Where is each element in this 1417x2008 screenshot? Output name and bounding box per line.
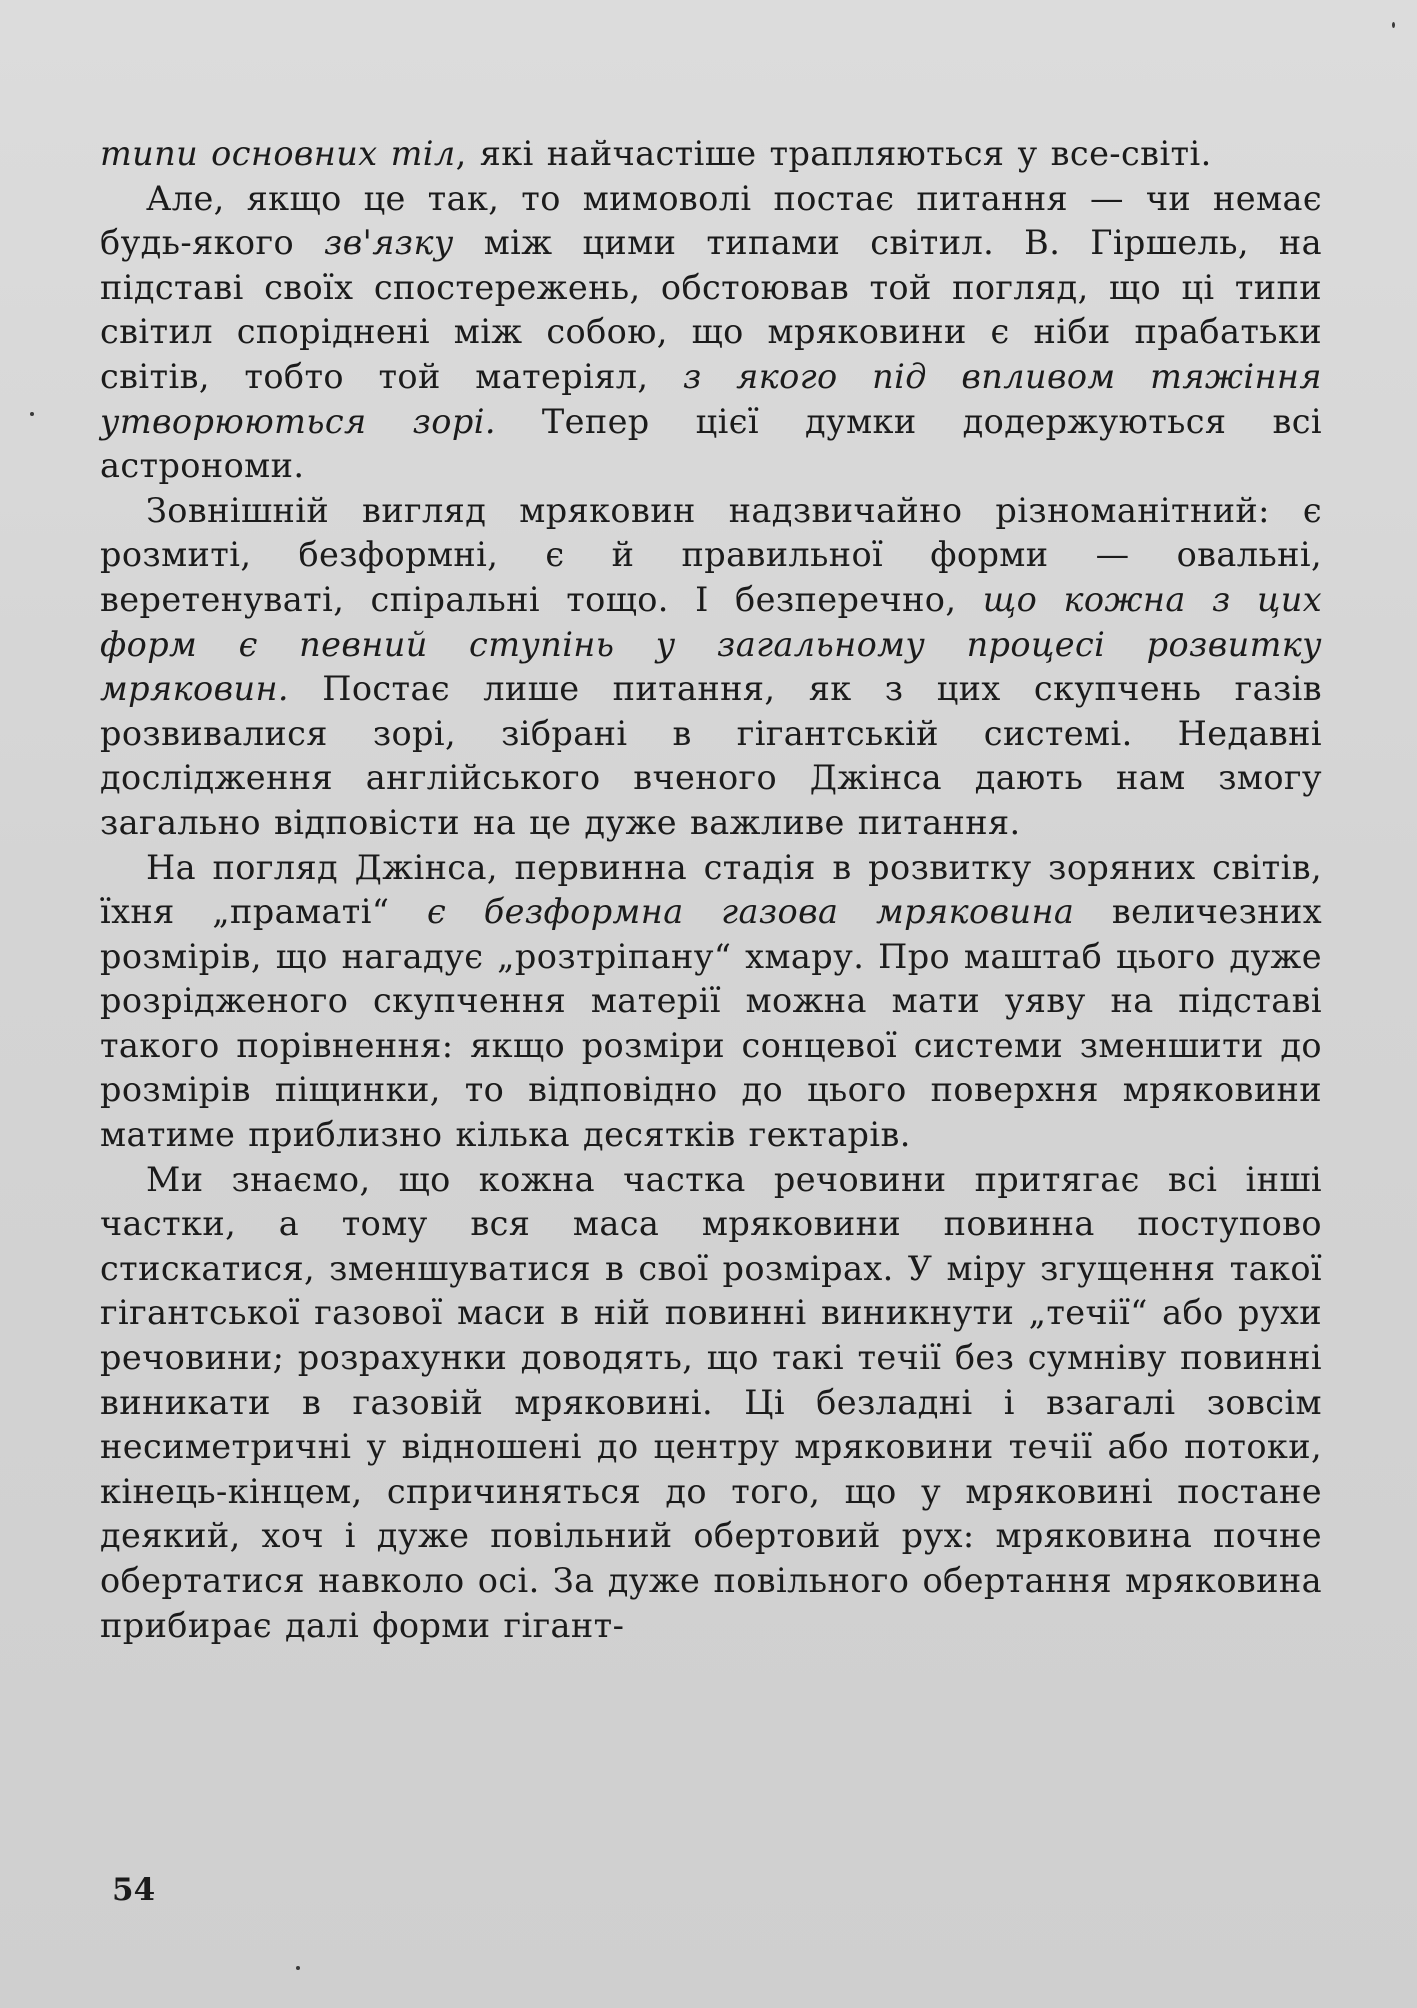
paragraph-3-segment-3: Постає лише питання, як з цих скупчень газів розвивалися зорі, зібрані в гігантській системі. Недавні дослідження англійського вченого Джінса дають нам змогу загально відповісти на це дуже важливе питання.: [100, 669, 1322, 842]
body-text: [100, 132, 1322, 1648]
paragraph-1-segment-1: типи основних тіл: [100, 134, 456, 173]
paragraph-4-segment-1: На погляд Джінса, первинна стадія в розвитку зоряних світів, їхня „праматі“: [100, 847, 1322, 932]
paragraph-4-segment-3: величезних розмірів, що нагадує „розтріпану“ хмару. Про маштаб цього дуже розрідженого скупчення матерії можна мати уяву на підставі такого порівнення: якщо розміри сонцевої системи зменшити до розмірів піщинки, то відповідно до цього поверхня мряковини матиме приблизно кілька десятків гектарів.: [100, 892, 1322, 1155]
print-speck-2: [1392, 22, 1395, 28]
paragraph-2: [100, 177, 1322, 489]
paragraph-4: [100, 846, 1322, 1158]
paragraph-3-segment-2: що кожна з цих форм є певний ступінь у загальному процесі розвитку мряковин.: [100, 579, 1322, 709]
paragraph-1-segment-2: , які найчастіше трапляються у все-світі.: [455, 134, 1212, 173]
paragraph-4-segment-2: є безформна газова мряковина: [427, 892, 1075, 932]
paragraph-2-segment-5: Тепер цієї думки додержуються всі астрономи.: [100, 401, 1322, 486]
paragraph-1: [100, 132, 1322, 177]
print-speck-1: [30, 412, 34, 416]
paragraph-3-segment-1: Зовнішній вигляд мряковин надзвичайно різноманітний: є розмиті, безформні, є й правильної форми — овальні, веретенуваті, спіральні тощо. І безперечно,: [100, 490, 1322, 619]
paragraph-3: [100, 489, 1322, 846]
paragraph-2-segment-3: між цими типами світил. В. Гіршель, на підставі своїх спостережень, обстоював той погляд, що ці типи світил споріднені між собою, що мряковини є ніби прабатьки світів, тобто той матеріял,: [100, 223, 1323, 396]
paragraph-2-segment-2: зв'язку: [324, 223, 454, 263]
paragraph-5: [100, 1158, 1322, 1649]
print-speck-3: [296, 1966, 300, 1970]
page-number: 54: [112, 1872, 156, 1908]
paragraph-5-segment-1: Ми знаємо, що кожна частка речовини притягає всі інші частки, а тому вся маса мряковини повинна поступово стискатися, зменшуватися в свої розмірах. У міру згущення такої гігантської газової маси в ній повинні виникнути „течії“ або рухи речовини; розрахунки доводять, що такі течії без сумніву повинні виникати в газовій мряковині. Ці безладні і взагалі зовсім несиметричні у відношені до центру мряковини течії або потоки, кінець-кінцем, спричиняться до того, що у мряковині постане деякий, хоч і дуже повільний обертовий рух: мряковина почне обертатися навколо осі. За дуже повільного обертання мряковина прибирає далі форми гігант-: [100, 1159, 1322, 1645]
paragraph-2-segment-4: з якого під впливом тяжіння утворюються зорі.: [100, 356, 1322, 441]
paragraph-2-segment-1: Але, якщо це так, то мимоволі постає питання — чи немає будь-якого: [100, 178, 1322, 263]
